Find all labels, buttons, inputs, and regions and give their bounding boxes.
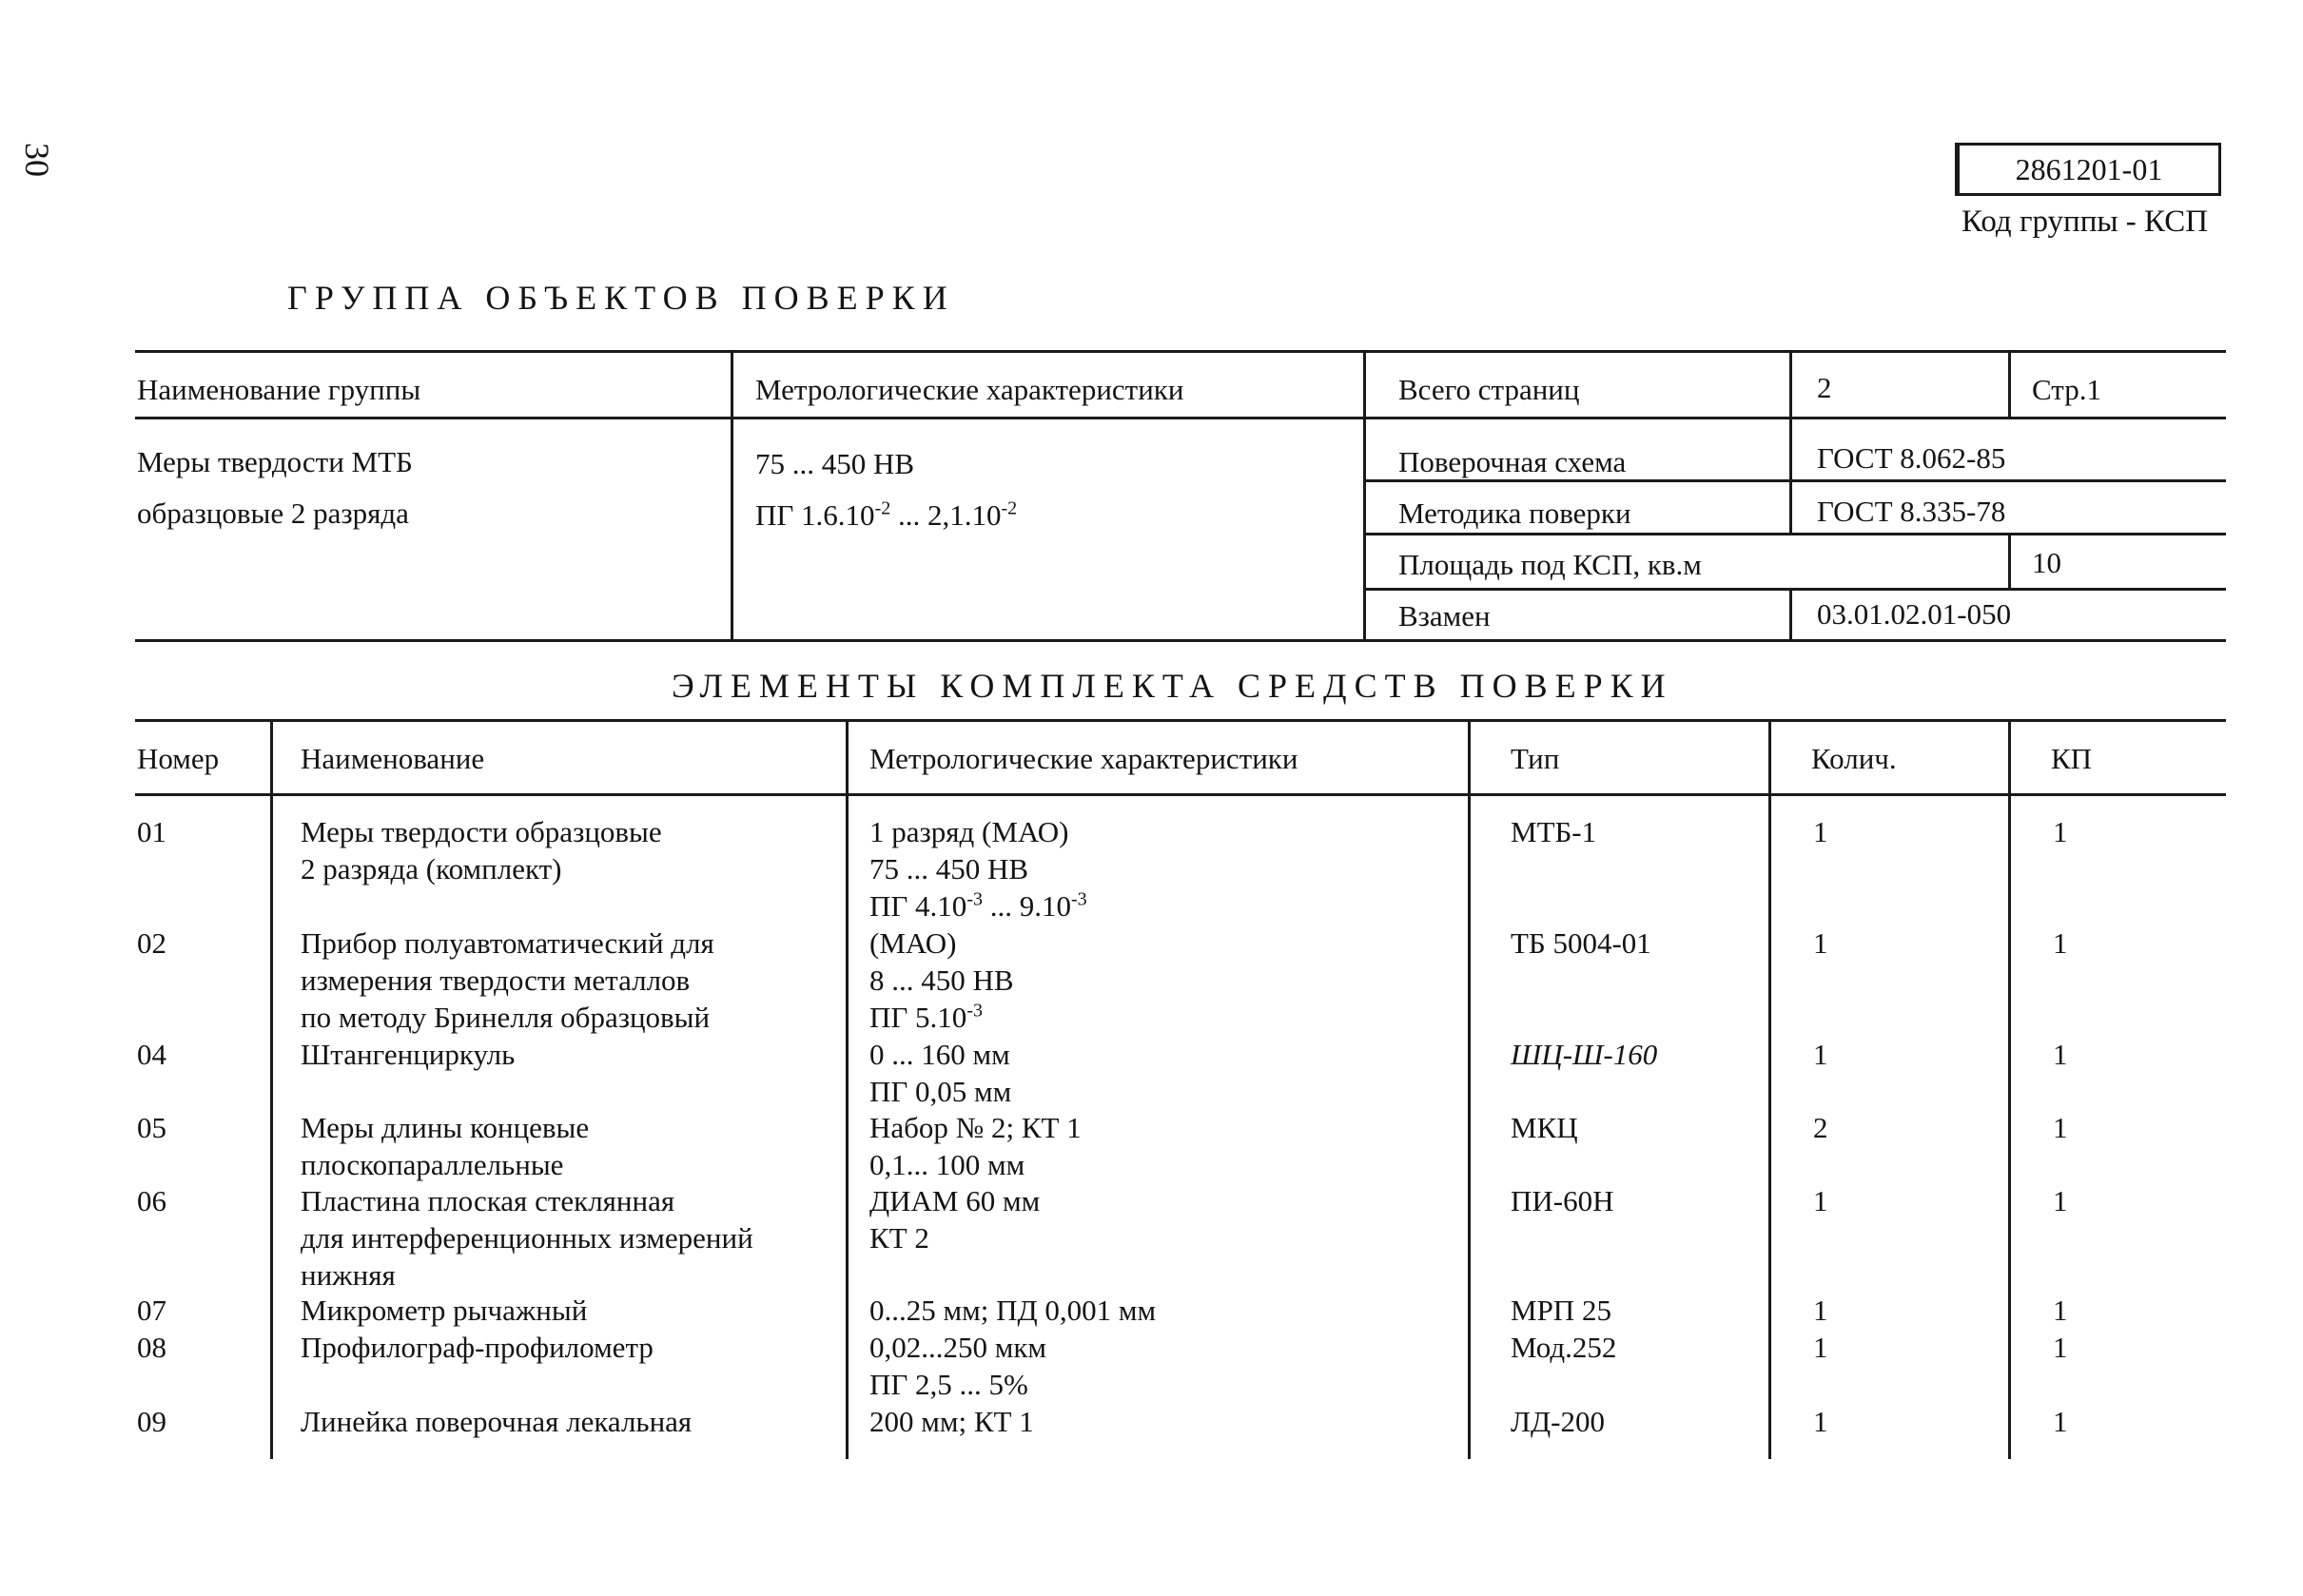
row-name-line: Микрометр рычажный: [301, 1294, 588, 1327]
row-quantity: 1: [1813, 1331, 1828, 1364]
row-name-line: измерения твердости металлов: [301, 963, 691, 997]
row-type: ЛД-200: [1511, 1405, 1605, 1438]
row-metrology-line: [869, 1403, 1034, 1440]
rule: [135, 350, 2226, 353]
row-metrology-line: [869, 1036, 1010, 1073]
replaces-value: 03.01.02.01-050: [1817, 597, 2012, 631]
header-quantity: Колич.: [1811, 742, 1897, 775]
row-number: 06: [137, 1184, 166, 1217]
rule: [1768, 719, 1771, 1459]
rule: [135, 417, 2226, 419]
row-name-line: Линейка поверочная лекальная: [301, 1405, 693, 1438]
value-text: 0,1... 100 мм: [869, 1148, 1025, 1181]
header-kp: КП: [2051, 742, 2093, 775]
row-type: МРП 25: [1511, 1294, 1611, 1327]
value-text: ... 9.10: [982, 889, 1071, 923]
rule: [135, 639, 2226, 642]
row-number: 02: [137, 926, 166, 960]
replaces-label: Взамен: [1398, 599, 1491, 633]
row-name-line: нижняя: [301, 1258, 396, 1292]
document-code: 2861201-01: [1955, 143, 2221, 196]
rule: [2008, 350, 2011, 418]
row-type: МКЦ: [1511, 1111, 1578, 1144]
group-code-label: Код группы - КСП: [1961, 204, 2209, 239]
header-number: Номер: [137, 742, 220, 775]
row-metrology-line: [869, 1219, 929, 1256]
row-type: Мод.252: [1511, 1331, 1617, 1364]
rule: [135, 719, 2226, 722]
value-text: (МАО): [869, 926, 957, 960]
section-title-group: ГРУППА ОБЪЕКТОВ ПОВЕРКИ: [287, 279, 955, 317]
row-number: 08: [137, 1331, 166, 1364]
value-text: Набор № 2; КТ 1: [869, 1111, 1082, 1144]
row-quantity: 1: [1813, 926, 1828, 960]
row-name-line: плоскопараллельные: [301, 1148, 564, 1181]
row-quantity: 1: [1813, 1294, 1828, 1327]
row-metrology-line: [869, 999, 983, 1036]
row-metrology-line: [869, 1366, 1028, 1403]
page-label: Стр.1: [2032, 373, 2101, 406]
row-kp: 1: [2053, 1111, 2068, 1144]
section-title-elements: ЭЛЕМЕНТЫ КОМПЛЕКТА СРЕДСТВ ПОВЕРКИ: [672, 667, 1673, 705]
value-text: ПГ 0,05 мм: [869, 1075, 1012, 1108]
header-group-name: Наименование группы: [137, 373, 421, 406]
header-name: Наименование: [301, 742, 485, 775]
row-kp: 1: [2053, 1294, 2068, 1327]
value-text: 75 ... 450 НВ: [869, 852, 1029, 886]
value-text: 8 ... 450 НВ: [869, 963, 1014, 997]
row-name-line: Меры длины концевые: [301, 1111, 590, 1144]
rule: [1363, 533, 2226, 535]
group-name-line1: Меры твердости МТБ: [137, 445, 413, 478]
value-text: 1 разряд (МАО): [869, 815, 1069, 848]
value-text: ... 2,1.10: [890, 498, 1002, 532]
group-name-line2: образцовые 2 разряда: [137, 496, 409, 530]
exponent: -3: [966, 888, 983, 910]
rule: [2008, 719, 2011, 1459]
row-kp: 1: [2053, 1184, 2068, 1217]
method-value: ГОСТ 8.335-78: [1817, 495, 2006, 528]
row-name-line: Прибор полуавтоматический для: [301, 926, 714, 960]
row-kp: 1: [2053, 1331, 2068, 1364]
row-metrology-line: [869, 1073, 1011, 1110]
value-text: ДИАМ 60 мм: [869, 1184, 1041, 1217]
value-text: ПГ 4.10: [869, 889, 967, 923]
row-metrology-line: [869, 925, 956, 962]
row-kp: 1: [2053, 926, 2068, 960]
row-name-line: для интерференционных измерений: [301, 1221, 753, 1255]
row-name-line: Меры твердости образцовые: [301, 815, 662, 848]
row-number: 01: [137, 815, 166, 848]
rule: [135, 793, 2226, 796]
row-kp: 1: [2053, 815, 2068, 848]
group-metrology-line2: [755, 496, 1017, 534]
row-metrology-line: [869, 1329, 1046, 1366]
rule: [1363, 588, 2226, 591]
header-metrology: Метрологические характеристики: [755, 373, 1184, 406]
row-quantity: 1: [1813, 815, 1828, 848]
row-metrology-line: [869, 1292, 1156, 1329]
row-type: ТБ 5004-01: [1511, 926, 1651, 960]
row-type: ШЦ-Ш-160: [1511, 1038, 1658, 1071]
row-name-line: Пластина плоская стеклянная: [301, 1184, 675, 1217]
row-number: 09: [137, 1405, 166, 1438]
exponent: -3: [966, 1000, 983, 1022]
row-metrology-line: [869, 887, 1087, 925]
page-number: 30: [18, 143, 56, 177]
verification-scheme-label: Поверочная схема: [1398, 445, 1627, 478]
row-number: 07: [137, 1294, 166, 1327]
row-name-line: Штангенциркуль: [301, 1038, 516, 1071]
value-text: ПГ 2,5 ... 5%: [869, 1368, 1028, 1401]
header-total-pages: Всего страниц: [1398, 373, 1580, 406]
exponent: -3: [1070, 888, 1087, 910]
row-type: МТБ-1: [1511, 815, 1597, 848]
rule: [1363, 350, 1366, 641]
row-metrology-line: [869, 1146, 1025, 1183]
group-metrology-line1: 75 ... 450 НВ: [755, 447, 915, 480]
exponent: -2: [1001, 497, 1018, 519]
row-quantity: 1: [1813, 1184, 1828, 1217]
verification-scheme-value: ГОСТ 8.062-85: [1817, 441, 2006, 475]
rule: [270, 719, 273, 1459]
value-text: ПГ 1.6.10: [755, 498, 875, 532]
value-text: 0 ... 160 мм: [869, 1038, 1010, 1071]
method-label: Методика поверки: [1398, 496, 1631, 530]
rule: [1468, 719, 1471, 1459]
row-kp: 1: [2053, 1405, 2068, 1438]
row-name-line: Профилограф-профилометр: [301, 1331, 654, 1364]
row-name-line: 2 разряда (комплект): [301, 852, 562, 886]
row-metrology-line: [869, 962, 1014, 999]
row-quantity: 1: [1813, 1038, 1828, 1071]
row-metrology-line: [869, 850, 1028, 887]
exponent: -2: [874, 497, 891, 519]
row-metrology-line: [869, 813, 1068, 850]
row-metrology-line: [869, 1182, 1040, 1219]
row-quantity: 1: [1813, 1405, 1828, 1438]
value-text: КТ 2: [869, 1221, 929, 1255]
row-metrology-line: [869, 1109, 1082, 1146]
total-pages-value: 2: [1817, 371, 1832, 404]
row-kp: 1: [2053, 1038, 2068, 1071]
row-number: 04: [137, 1038, 166, 1071]
row-number: 05: [137, 1111, 166, 1144]
row-type: ПИ-60Н: [1511, 1184, 1614, 1217]
rule: [1789, 350, 1792, 533]
value-text: 0,02...250 мкм: [869, 1331, 1047, 1364]
rule: [1789, 588, 1792, 641]
area-value: 10: [2032, 546, 2061, 579]
value-text: 0...25 мм; ПД 0,001 мм: [869, 1294, 1157, 1327]
value-text: ПГ 5.10: [869, 1001, 967, 1034]
value-text: 200 мм; КТ 1: [869, 1405, 1034, 1438]
row-quantity: 2: [1813, 1111, 1828, 1144]
rule: [2008, 533, 2011, 590]
rule: [731, 350, 733, 641]
row-name-line: по методу Бринелля образцовый: [301, 1001, 711, 1034]
area-label: Площадь под КСП, кв.м: [1398, 548, 1702, 581]
header-metrology: Метрологические характеристики: [869, 742, 1298, 775]
rule: [846, 719, 849, 1459]
header-type: Тип: [1511, 742, 1560, 775]
